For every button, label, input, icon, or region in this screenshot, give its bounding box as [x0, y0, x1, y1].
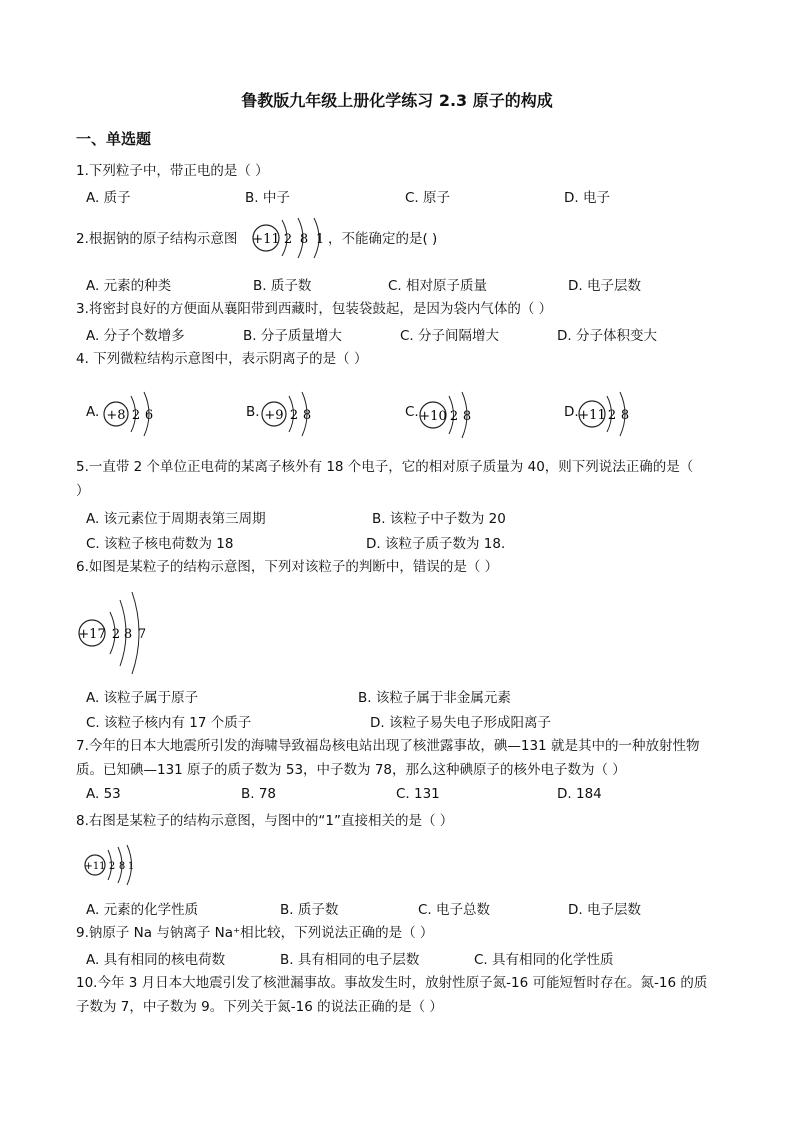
page-title: 鲁教版九年级上册化学练习 2.3 原子的构成 — [241, 91, 553, 110]
q3-option-c[interactable]: C. 分子间隔增大 — [400, 328, 500, 344]
q2-option-b[interactable]: B. 质子数 — [253, 278, 312, 294]
q8-option-d[interactable]: D. 电子层数 — [568, 902, 641, 918]
q8-shell-2-count: 8 — [118, 861, 126, 872]
q2-shell-3-count: 1 — [315, 232, 325, 247]
q4-b-shell-1: 2 — [289, 408, 299, 423]
q8-nucleus-label: +11 — [84, 861, 106, 872]
question-2-stem-post: ，不能确定的是( ) — [328, 231, 438, 247]
section-heading: 一、单选题 — [76, 130, 152, 148]
q1-option-a[interactable]: A. 质子 — [86, 190, 131, 206]
question-5-stem-line1: 5.一直带 2 个单位正电荷的某离子核外有 18 个电子，它的相对原子质量为 40，则下列说法正确的是（ — [76, 459, 694, 475]
q5-option-a[interactable]: A. 该元素位于周期表第三周期 — [86, 511, 266, 527]
q4-option-d-diagram[interactable] — [576, 384, 636, 448]
q4-c-nucleus: +10 — [419, 409, 447, 424]
q4-option-d-label[interactable]: D. — [564, 404, 579, 420]
q8-option-a[interactable]: A. 元素的化学性质 — [86, 902, 199, 918]
q4-option-b-diagram[interactable] — [258, 384, 318, 448]
q9-option-b[interactable]: B. 具有相同的电子层数 — [280, 952, 420, 968]
q4-option-c-label[interactable]: C. — [405, 404, 419, 420]
q4-option-a-label[interactable]: A. — [86, 404, 100, 420]
q2-shell-2-count: 8 — [299, 232, 309, 247]
q4-c-shell-1: 2 — [449, 409, 459, 424]
q4-option-b-label[interactable]: B. — [246, 404, 260, 420]
q4-c-shell-2: 8 — [462, 409, 472, 424]
q4-a-shell-2: 6 — [144, 408, 154, 423]
q2-nucleus-label: +11 — [252, 232, 280, 247]
q5-option-d[interactable]: D. 该粒子质子数为 18． — [366, 536, 515, 552]
q4-b-shell-2: 8 — [302, 408, 312, 423]
q4-option-c-diagram[interactable] — [416, 384, 476, 448]
question-9-stem: 9.钠原子 Na 与钠离子 Na⁺相比较，下列说法正确的是（ ） — [76, 925, 434, 941]
q9-option-c[interactable]: C. 具有相同的化学性质 — [474, 952, 614, 968]
q4-d-nucleus: +11 — [578, 408, 606, 423]
q7-option-d[interactable]: D. 184 — [557, 786, 602, 802]
question-8-stem: 8.右图是某粒子的结构示意图，与图中的“1”直接相关的是（ ） — [76, 813, 454, 829]
chlorine-atom-diagram — [76, 588, 156, 682]
q8-option-b[interactable]: B. 质子数 — [280, 902, 339, 918]
q3-option-d[interactable]: D. 分子体积变大 — [557, 328, 657, 344]
q8-shell-1-count: 2 — [108, 861, 116, 872]
q4-d-shell-2: 8 — [620, 408, 630, 423]
q4-a-shell-1: 2 — [131, 408, 141, 423]
q9-option-a[interactable]: A. 具有相同的核电荷数 — [86, 952, 226, 968]
q8-option-c[interactable]: C. 电子总数 — [418, 902, 491, 918]
q7-option-c[interactable]: C. 131 — [396, 786, 440, 802]
q8-atom-diagram — [82, 842, 138, 892]
q2-option-c[interactable]: C. 相对原子质量 — [388, 278, 488, 294]
sodium-atom-diagram — [246, 212, 332, 266]
question-3-stem: 3.将密封良好的方便面从襄阳带到西藏时，包装袋鼓起，是因为袋内气体的（ ） — [76, 301, 553, 317]
q1-option-b[interactable]: B. 中子 — [245, 190, 290, 206]
q6-shell-2-count: 8 — [123, 627, 133, 642]
q6-option-a[interactable]: A. 该粒子属于原子 — [86, 690, 199, 706]
question-2-stem-pre: 2.根据钠的原子结构示意图 — [76, 231, 238, 247]
question-10-stem-line1: 10.今年 3 月日本大地震引发了核泄漏事故。事故发生时，放射性原子氮-16 可能短暂时存在。氮-16 的质 — [76, 975, 708, 991]
q4-d-shell-1: 2 — [607, 408, 617, 423]
question-5-stem-line2: ） — [76, 483, 90, 499]
q4-a-nucleus: +8 — [106, 408, 126, 423]
q7-option-a[interactable]: A. 53 — [86, 786, 121, 802]
q6-shell-1-count: 2 — [111, 627, 121, 642]
question-1-stem: 1.下列粒子中，带正电的是（ ） — [76, 163, 269, 179]
q5-option-c[interactable]: C. 该粒子核电荷数为 18 — [86, 536, 234, 552]
q4-b-nucleus: +9 — [264, 408, 284, 423]
q4-option-a-diagram[interactable] — [98, 384, 158, 448]
question-10-stem-line2: 子数为 7，中子数为 9。下列关于氮-16 的说法正确的是（ ） — [76, 999, 443, 1015]
q2-shell-1-count: 2 — [283, 232, 293, 247]
q6-nucleus-label: +17 — [78, 627, 106, 642]
q8-shell-3-count: 1 — [127, 861, 135, 872]
q7-option-b[interactable]: B. 78 — [241, 786, 277, 802]
q5-option-b[interactable]: B. 该粒子中子数为 20 — [372, 511, 506, 527]
q3-option-a[interactable]: A. 分子个数增多 — [86, 328, 185, 344]
q6-option-d[interactable]: D. 该粒子易失电子形成阳离子 — [370, 715, 551, 731]
q1-option-d[interactable]: D. 电子 — [564, 190, 610, 206]
question-7-stem-line1: 7.今年的日本大地震所引发的海啸导致福岛核电站出现了核泄露事故，碘—131 就是其中的一种放射性物 — [76, 738, 700, 754]
question-4-stem: 4. 下列微粒结构示意图中，表示阴离子的是（ ） — [76, 351, 368, 367]
question-6-stem: 6.如图是某粒子的结构示意图，下列对该粒子的判断中，错误的是（ ） — [76, 559, 499, 575]
q2-option-d[interactable]: D. 电子层数 — [568, 278, 641, 294]
question-7-stem-line2: 质。已知碘—131 原子的质子数为 53，中子数为 78，那么这种碘原子的核外电子数为（ ） — [76, 762, 626, 778]
q2-option-a[interactable]: A. 元素的种类 — [86, 278, 172, 294]
q1-option-c[interactable]: C. 原子 — [405, 190, 451, 206]
q6-option-b[interactable]: B. 该粒子属于非金属元素 — [358, 690, 511, 706]
q6-shell-3-count: 7 — [137, 627, 147, 642]
q3-option-b[interactable]: B. 分子质量增大 — [243, 328, 342, 344]
q6-option-c[interactable]: C. 该粒子核内有 17 个质子 — [86, 715, 252, 731]
